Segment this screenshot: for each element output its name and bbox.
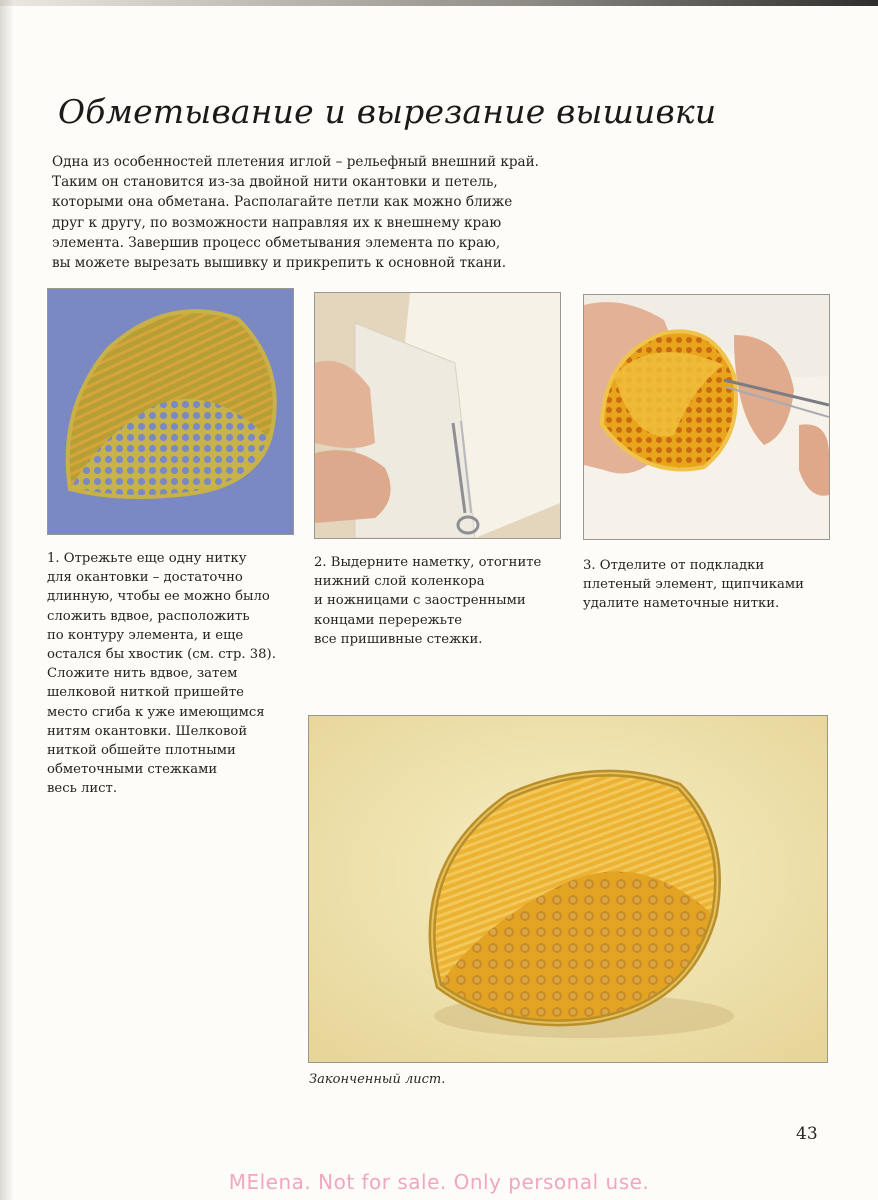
caption-line: длинную, чтобы ее можно было (47, 589, 270, 605)
caption-line: и ножницами с заостренными (314, 593, 526, 609)
cutting-stitches-illustration (315, 293, 560, 538)
intro-line: элемента. Завершив процесс обметывания элемента по краю, (52, 234, 501, 251)
step2-caption (314, 553, 541, 649)
page-top-edge (0, 0, 878, 6)
intro-paragraph (52, 152, 572, 273)
caption-line: по контуру элемента, и еще (47, 627, 244, 643)
caption-line: нитям окантовки. Шелковой (47, 723, 248, 739)
step2-photo (314, 292, 561, 539)
caption-line: обметочными стежками (47, 762, 218, 778)
step1-caption (47, 549, 276, 799)
caption-line: 1. Отрежьте еще одну нитку (47, 551, 247, 566)
page-spine-shadow (0, 0, 14, 1200)
caption-line: Сложите нить вдвое, затем (47, 666, 238, 682)
caption-line: 2. Выдерните наметку, отогните (314, 555, 542, 570)
caption-line: шелковой ниткой пришейте (47, 685, 244, 701)
caption-line: место сгиба к уже имеющимся (47, 704, 265, 720)
intro-line: которыми она обметана. Располагайте петли как можно ближе (52, 194, 513, 211)
finished-lace-leaf-illustration (309, 716, 827, 1062)
caption-line: все пришивные стежки. (314, 631, 483, 647)
watermark: MElena. Not for sale. Only personal use. (228, 1170, 650, 1194)
caption-line: весь лист. (47, 781, 118, 797)
caption-line: остался бы хвостик (см. стр. 38). (47, 647, 276, 663)
finished-leaf-photo (308, 715, 828, 1063)
step3-caption (583, 556, 804, 614)
caption-line: нижний слой коленкора (314, 574, 485, 590)
lace-leaf-on-blue-illustration (48, 289, 293, 534)
caption-line: для окантовки – достаточно (47, 570, 243, 586)
intro-line: вы можете вырезать вышивку и прикрепить к основной ткани. (52, 255, 507, 272)
step1-photo (47, 288, 294, 535)
caption-line: концами перережьте (314, 612, 463, 628)
caption-line: ниткой обшейте плотными (47, 743, 236, 759)
removing-threads-illustration (584, 295, 829, 539)
caption-line: сложить вдвое, расположить (47, 608, 250, 624)
page-number: 43 (796, 1124, 818, 1144)
caption-line: 3. Отделите от подкладки (583, 558, 765, 573)
caption-line: удалите наметочные нитки. (583, 596, 780, 612)
finished-leaf-caption: Законченный лист. (309, 1072, 446, 1087)
intro-line: Таким он становится из-за двойной нити окантовки и петель, (52, 174, 498, 191)
intro-line: друг к другу, по возможности направляя их к внешнему краю (52, 214, 502, 231)
step3-photo (583, 294, 830, 540)
caption-line: плетеный элемент, щипчиками (583, 577, 804, 593)
intro-line: Одна из особенностей плетения иглой – рельефный внешний край. (52, 154, 540, 170)
page-title: Обметывание и вырезание вышивки (58, 92, 717, 131)
